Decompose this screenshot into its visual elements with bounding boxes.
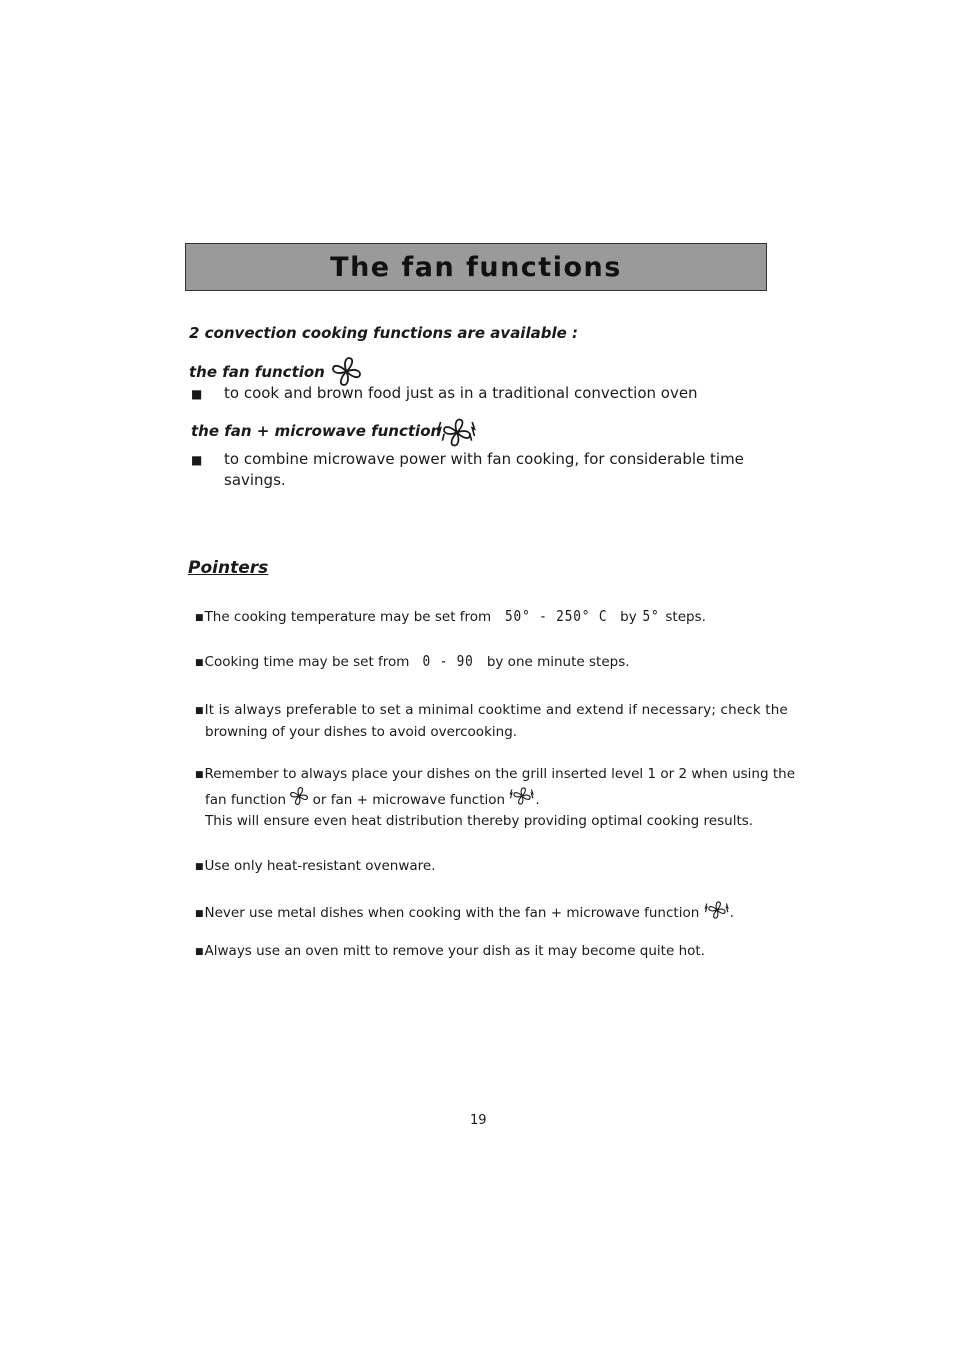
pointer-time-end: by one minute steps. [486,654,630,670]
pointer-cooktime-line2: browning of your dishes to avoid overcooking. [205,724,518,740]
page-title: The fan functions [330,251,622,283]
pointer-time-text: Cooking time may be set from [204,654,410,670]
pointer-time: ■Cooking time may be set from 0 - 90 by one minute steps. [195,652,630,670]
pointers-heading: Pointers [188,558,269,578]
pointer-metal: ■Never use metal dishes when cooking with the fan + microwave function . [195,901,734,925]
pointer-temperature-text: The cooking temperature may be set from [204,609,492,625]
fan-microwave-icon [436,418,478,447]
pointer-cooktime: ■It is always preferable to set a minimal cooktime and extend if necessary; check the browning of your dishes to avoid overcooking. [195,700,763,743]
fan-microwave-bullet-line2: savings. [224,471,286,489]
pointer-metal-text: Never use metal dishes when cooking with the fan + microwave function [204,905,700,921]
pointer-grill-dot: . [535,792,540,808]
temperature-range: 50° - 250° C [504,607,607,625]
page-number: 19 [470,1113,487,1128]
fan-microwave-icon [509,787,535,805]
fan-function-bullet: to cook and brown food just as in a traditional convection oven [224,384,698,402]
temperature-step: 5° [642,607,660,625]
pointer-metal-dot: . [729,905,734,921]
pointer-grill-or-text: or fan + microwave function [312,792,506,808]
pointer-ovenware: ■Use only heat-resistant ovenware. [195,858,436,874]
pointer-cooktime-line1: It is always preferable to set a minimal cooktime and extend if necessary; check the [204,702,788,718]
fan-microwave-icon [704,901,730,919]
fan-microwave-label: the fan + microwave function [191,422,442,440]
fan-microwave-bullet [224,449,764,491]
fan-microwave-bullet-line1: to combine microwave power with fan cooking, for considerable time [224,450,744,468]
pointer-mitt-text: Always use an oven mitt to remove your dish as it may become quite hot. [204,943,705,959]
pointer-steps: steps. [665,609,706,625]
intro-text: 2 convection cooking functions are available : [189,324,578,342]
fan-function-label: the fan function [189,363,325,381]
fan-icon [332,357,361,386]
pointer-by: by [620,609,637,625]
pointer-temperature: ■The cooking temperature may be set from 50° - 250° C by 5° steps. [195,607,706,625]
time-range: 0 - 90 [422,652,474,670]
fan-icon [290,787,308,805]
pointer-grill: ■Remember to always place your dishes on the grill inserted level 1 or 2 when using the fan function or fan + microwave function . This will ensure even heat distribution thereby providing optimal cooking results. [195,764,765,832]
pointer-ovenware-text: Use only heat-resistant ovenware. [204,858,436,874]
bullet-square: ■ [191,387,203,401]
pointer-grill-fan-text: fan function [205,792,287,808]
pointer-grill-line1: Remember to always place your dishes on the grill inserted level 1 or 2 when using the [204,766,796,782]
bullet-square: ■ [191,453,203,467]
title-banner [185,243,767,291]
pointer-mitt: ■Always use an oven mitt to remove your dish as it may become quite hot. [195,943,705,959]
pointer-grill-line3: This will ensure even heat distribution thereby providing optimal cooking results. [205,813,754,829]
